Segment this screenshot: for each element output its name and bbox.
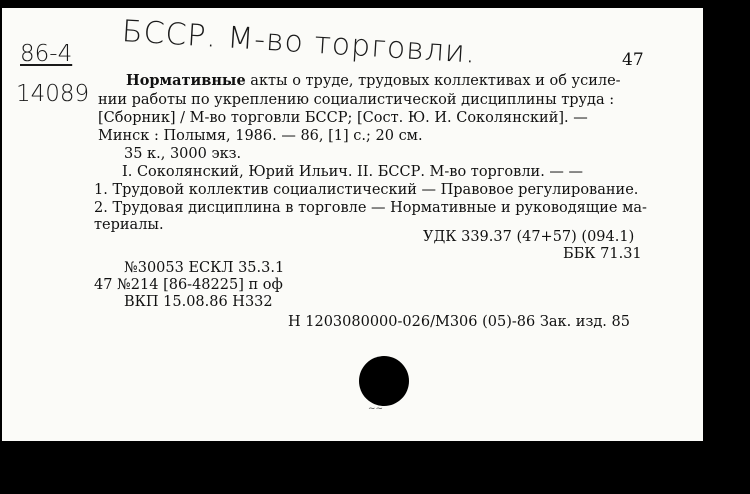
entry-line-3: [Сборник] / М-во торговли БССР; [Сост. Ю. И. Соколянский]. —	[98, 110, 588, 126]
entry-line-4: Минск : Полымя, 1986. — 86, [1] с.; 20 см.	[98, 128, 423, 144]
bbk-code: ББК 71.31	[563, 246, 642, 262]
page-number: 47	[622, 50, 644, 70]
tracings-line: I. Соколянский, Юрий Ильич. II. БССР. М-во торговли. — —	[122, 164, 584, 180]
handwritten-heading: БССР. М-во торговли.	[120, 14, 478, 71]
entry-line-2: нии работы по укреплению социалистической дисциплины труда :	[98, 92, 615, 108]
tech-line-3: ВКП 15.08.86 Н332	[124, 294, 273, 310]
catalog-card	[2, 8, 703, 441]
handwritten-classification: 86-4	[20, 41, 73, 67]
index-line: Н 1203080000-026/М306 (05)-86 Зак. изд. 85	[288, 314, 630, 330]
entry-title-rest: акты о труде, трудовых коллективах и об усиле-	[245, 73, 621, 89]
subject-heading-2-cont: териалы.	[94, 217, 164, 233]
scan-speck: ~~	[368, 404, 384, 414]
entry-line-1	[126, 72, 621, 90]
handwritten-inventory-number: 14089	[16, 81, 90, 107]
tech-line-1: №30053 ЕСКЛ 35.3.1	[124, 260, 285, 276]
price-circulation: 35 к., 3000 экз.	[124, 146, 242, 162]
subject-heading-2: 2. Трудовая дисциплина в торговле — Нормативные и руководящие ма-	[94, 200, 647, 216]
tech-line-2: 47 №214 [86-48225] п оф	[94, 277, 283, 293]
entry-title: Нормативные	[126, 72, 246, 89]
udk-code: УДК 339.37 (47+57) (094.1)	[423, 229, 635, 245]
punch-hole	[359, 356, 409, 406]
subject-heading-1: 1. Трудовой коллектив социалистический — Правовое регулирование.	[94, 182, 639, 198]
